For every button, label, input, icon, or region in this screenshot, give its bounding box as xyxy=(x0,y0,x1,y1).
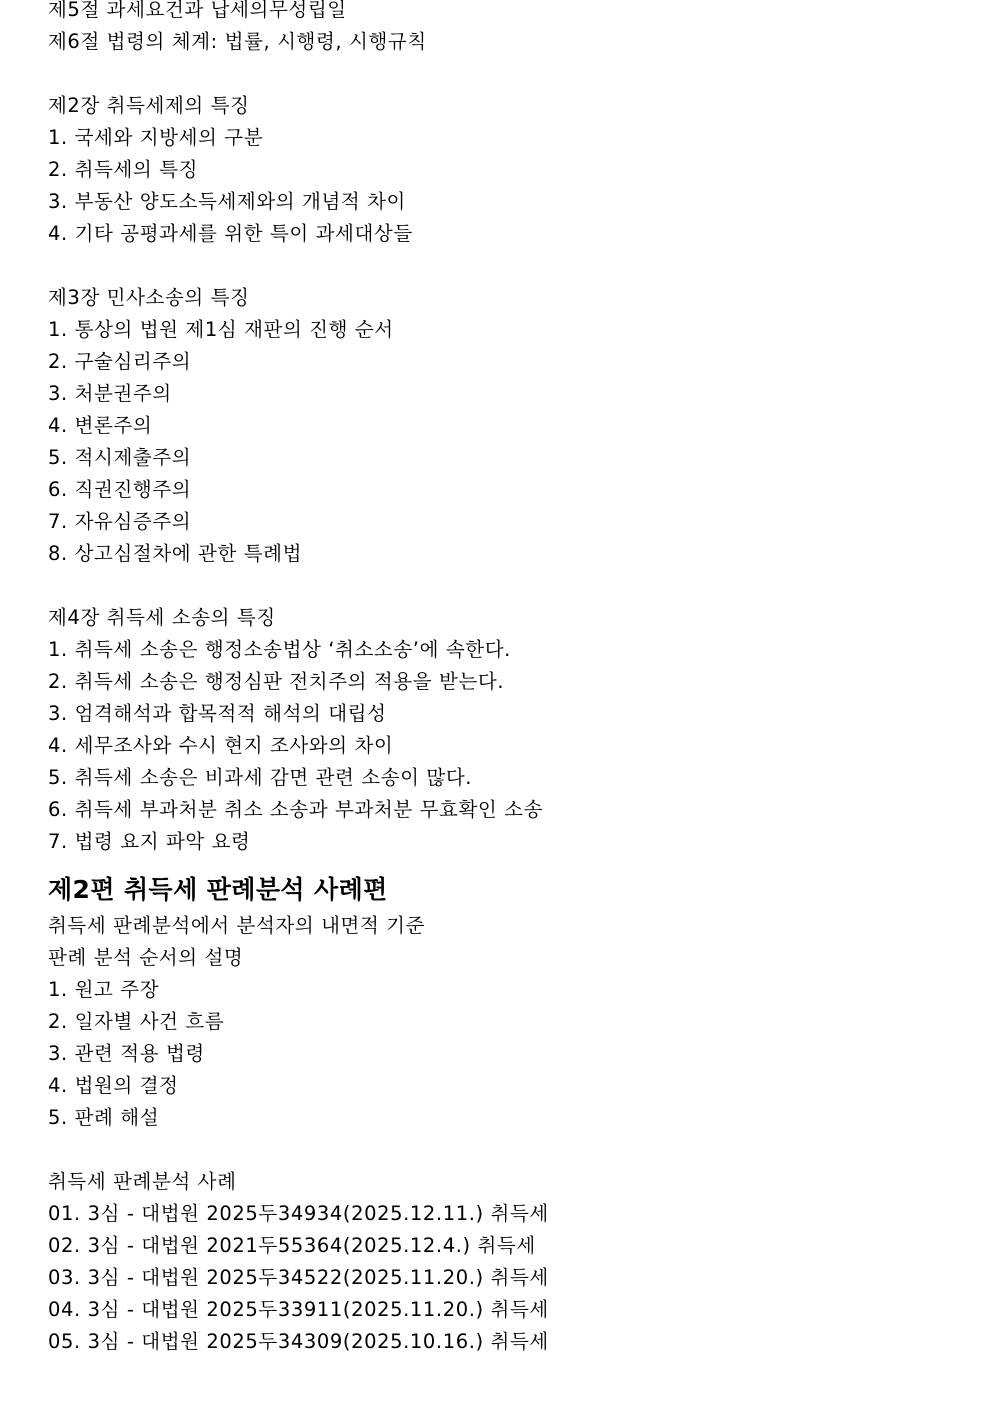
list-item: 4. 변론주의 xyxy=(48,414,153,437)
case-item: 04. 3심 - 대법원 2025두33911(2025.11.20.) 취득세 xyxy=(48,1298,549,1321)
chapter-title: 제3장 민사소송의 특징 xyxy=(48,286,250,309)
list-item: 3. 엄격해석과 합목적적 해석의 대립성 xyxy=(48,702,387,725)
list-item: 2. 일자별 사건 흐름 xyxy=(48,1010,225,1033)
section-line: 제6절 법령의 체계: 법률, 시행령, 시행규칙 xyxy=(48,30,427,53)
list-item: 1. 통상의 법원 제1심 재판의 진행 순서 xyxy=(48,318,394,341)
intro-line: 판례 분석 순서의 설명 xyxy=(48,946,244,969)
list-item: 8. 상고심절차에 관한 특례법 xyxy=(48,542,303,565)
case-item: 02. 3심 - 대법원 2021두55364(2025.12.4.) 취득세 xyxy=(48,1234,536,1257)
list-item: 7. 법령 요지 파악 요령 xyxy=(48,830,251,853)
list-item: 7. 자유심증주의 xyxy=(48,510,192,533)
list-item: 1. 국세와 지방세의 구분 xyxy=(48,126,264,149)
list-item: 5. 취득세 소송은 비과세 감면 관련 소송이 많다. xyxy=(48,766,473,789)
spacer xyxy=(48,250,948,282)
chapter-title: 제2장 취득세제의 특징 xyxy=(48,94,250,117)
list-item: 5. 판례 해설 xyxy=(48,1106,160,1129)
list-item: 4. 기타 공평과세를 위한 특이 과세대상들 xyxy=(48,222,413,245)
spacer xyxy=(48,1134,948,1166)
list-item: 1. 원고 주장 xyxy=(48,978,160,1001)
list-item: 3. 처분권주의 xyxy=(48,382,172,405)
document-page xyxy=(48,0,948,1358)
part-heading: 제2편 취득세 판례분석 사례편 xyxy=(48,875,388,904)
list-item: 6. 취득세 부과처분 취소 소송과 부과처분 무효확인 소송 xyxy=(48,798,544,821)
list-item: 2. 구술심리주의 xyxy=(48,350,192,373)
spacer xyxy=(48,570,948,602)
list-item: 5. 적시제출주의 xyxy=(48,446,192,469)
case-item: 01. 3심 - 대법원 2025두34934(2025.12.11.) 취득세 xyxy=(48,1202,549,1225)
list-item: 4. 세무조사와 수시 현지 조사와의 차이 xyxy=(48,734,394,757)
intro-line: 취득세 판례분석에서 분석자의 내면적 기준 xyxy=(48,914,426,937)
list-item: 1. 취득세 소송은 행정소송법상 ‘취소소송’에 속한다. xyxy=(48,638,511,661)
list-item: 3. 부동산 양도소득세제와의 개념적 차이 xyxy=(48,190,406,213)
list-item: 4. 법원의 결정 xyxy=(48,1074,179,1097)
list-item: 6. 직권진행주의 xyxy=(48,478,192,501)
chapter-title: 제4장 취득세 소송의 특징 xyxy=(48,606,276,629)
list-item: 2. 취득세 소송은 행정심판 전치주의 적용을 받는다. xyxy=(48,670,505,693)
list-item: 2. 취득세의 특징 xyxy=(48,158,199,181)
case-item: 05. 3심 - 대법원 2025두34309(2025.10.16.) 취득세 xyxy=(48,1330,549,1353)
list-item: 3. 관련 적용 법령 xyxy=(48,1042,205,1065)
spacer xyxy=(48,58,948,90)
section-line: 제5절 과세요건과 납세의무성립일 xyxy=(48,0,347,21)
case-item: 03. 3심 - 대법원 2025두34522(2025.11.20.) 취득세 xyxy=(48,1266,549,1289)
case-list-title: 취득세 판례분석 사례 xyxy=(48,1170,237,1193)
